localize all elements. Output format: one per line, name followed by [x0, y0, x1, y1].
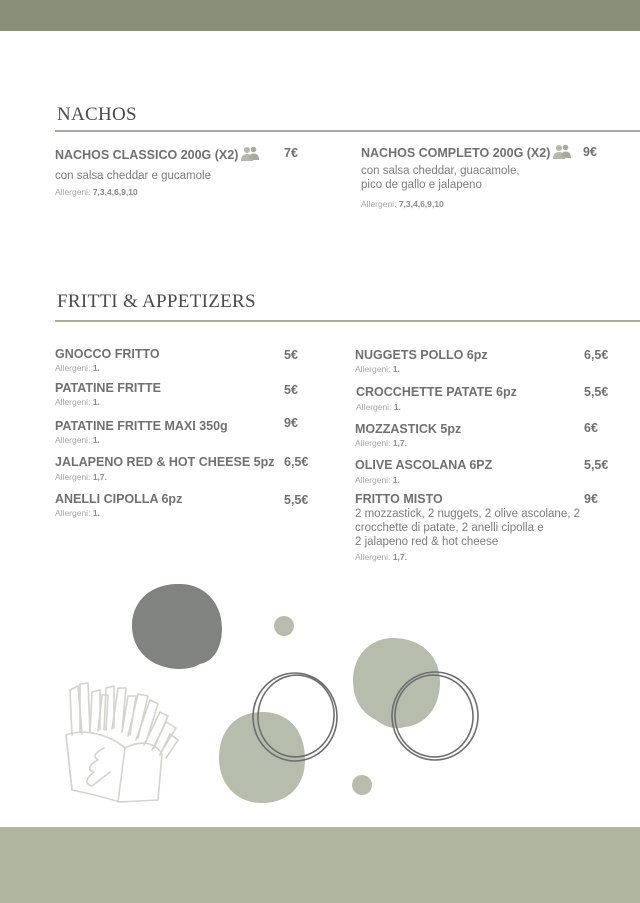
item-allergens: Allergeni: 1.	[55, 508, 100, 518]
item-price: 5,5€	[584, 385, 609, 399]
section-divider	[55, 320, 640, 322]
menu-item-nuggets-pollo	[355, 348, 488, 375]
item-price: 6€	[584, 421, 598, 435]
sage-circle	[353, 638, 440, 728]
item-allergens: Allergeni: 1.	[355, 475, 400, 485]
item-price: 9€	[284, 416, 298, 430]
item-allergens: Allergeni: 1,7.	[355, 552, 407, 562]
item-description: con salsa cheddar, guacamole, pico de gallo e jalapeno	[361, 165, 520, 191]
item-allergens: Allergeni: 7,3,4,6,9,10	[55, 187, 138, 197]
item-allergens: Allergeni: 1,7.	[55, 472, 107, 482]
item-allergens: Allergeni: 7,3,4,6,9,10	[361, 199, 444, 209]
item-price: 5,5€	[284, 493, 309, 507]
item-name: MOZZASTICK 5pz	[355, 422, 462, 436]
menu-item-crocchette-patate	[356, 385, 517, 413]
bottom-color-band	[0, 827, 640, 903]
item-price: 6,5€	[584, 348, 609, 362]
item-price: 5,5€	[584, 458, 609, 472]
item-name: NACHOS CLASSICO 200G (X2)	[55, 146, 259, 166]
menu-item-jalapeno	[55, 455, 274, 483]
item-allergens: Allergeni: 1,7.	[355, 438, 407, 448]
item-name: OLIVE ASCOLANA 6PZ	[355, 458, 493, 472]
item-allergens: Allergeni: 1.	[55, 363, 100, 373]
item-price: 6,5€	[284, 455, 309, 469]
menu-item-fritto-misto	[355, 492, 580, 563]
item-name: ANELLI CIPOLLA 6pz	[55, 492, 183, 506]
menu-item-patatine-fritte	[55, 381, 161, 408]
menu-item-nachos-classico	[55, 146, 259, 198]
item-allergens: Allergeni: 1.	[55, 435, 100, 445]
menu-item-nachos-completo	[361, 144, 571, 210]
item-description: con salsa cheddar e gucamole	[55, 170, 211, 182]
people-icon	[553, 144, 571, 164]
item-name: JALAPENO RED & HOT CHEESE 5pz	[55, 455, 275, 469]
item-allergens: Allergeni: 1.	[55, 397, 100, 407]
section-title-nachos: NACHOS	[57, 104, 137, 125]
top-color-band	[0, 0, 640, 31]
item-price: 7€	[284, 146, 298, 160]
small-sage-dot	[274, 616, 294, 636]
decorative-illustration	[0, 570, 640, 827]
french-fries-icon	[66, 683, 178, 802]
item-name: PATATINE FRITTE	[55, 381, 162, 395]
item-price: 9€	[584, 492, 598, 506]
menu-item-anelli-cipolla	[55, 492, 182, 519]
small-sage-dot	[352, 775, 372, 795]
item-allergens: Allergeni: 1.	[355, 364, 400, 374]
item-name: PATATINE FRITTE MAXI 350g	[55, 419, 228, 433]
dark-circle	[132, 584, 222, 669]
item-name: CROCCHETTE PATATE 6pz	[356, 385, 517, 399]
item-price: 5€	[284, 383, 298, 397]
menu-item-mozzastick	[355, 422, 461, 449]
section-divider	[55, 130, 640, 132]
item-name: NUGGETS POLLO 6pz	[355, 348, 488, 362]
people-icon	[241, 146, 259, 166]
menu-item-olive-ascolana	[355, 458, 492, 486]
item-price: 9€	[583, 145, 597, 159]
item-name: FRITTO MISTO	[355, 492, 443, 506]
item-name: GNOCCO FRITTO	[55, 347, 160, 361]
item-name: NACHOS COMPLETO 200G (X2)	[361, 144, 571, 164]
section-title-fritti: FRITTI & APPETIZERS	[57, 291, 256, 312]
menu-item-gnocco-fritto	[55, 347, 160, 374]
item-allergens: Allergeni: 1.	[356, 402, 401, 412]
item-description: 2 mozzastick, 2 nuggets, 2 olive ascolane, 2 crocchette di patate, 2 anelli cipolla e 2 jalapeno red & hot cheese	[355, 508, 581, 548]
menu-item-patatine-fritte-maxi	[55, 419, 228, 446]
item-price: 5€	[284, 348, 298, 362]
